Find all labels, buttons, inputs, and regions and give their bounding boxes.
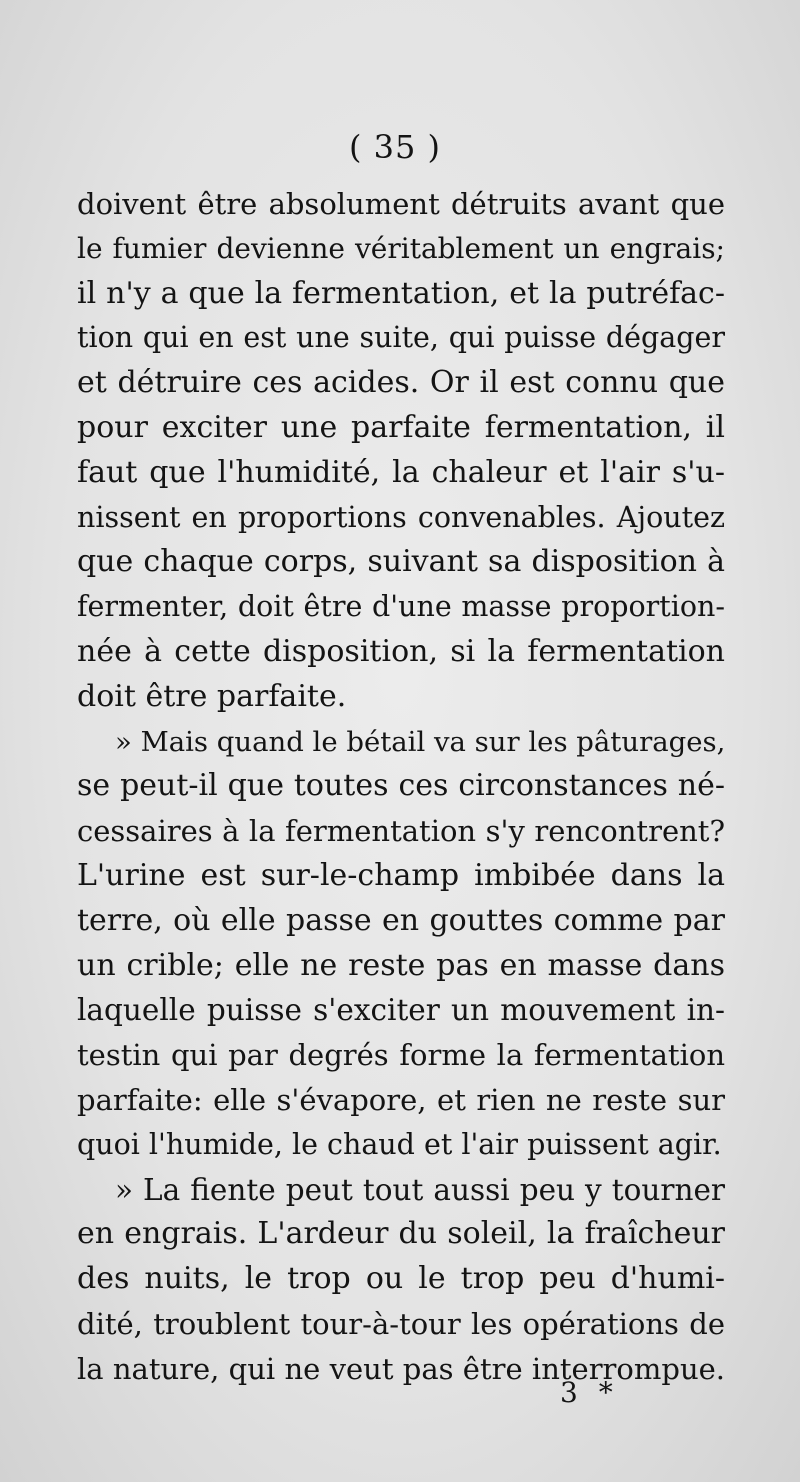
text-line: doit être parfaite. (77, 678, 347, 714)
text-line: laquelle puisse s'exciter un mouvement in- (77, 993, 725, 1028)
text-line: tion qui en est une suite, qui puisse dégager (77, 321, 725, 355)
text-line: parfaite: elle s'évapore, et rien ne reste sur (77, 1082, 725, 1117)
text-line: dité, troublent tour-à-tour les opérations de (77, 1306, 725, 1341)
text-line: se peut-il que toutes ces circonstances né- (77, 768, 725, 804)
text-line: la nature, qui ne veut pas être interrompue. (77, 1351, 725, 1386)
body-text (77, 182, 725, 1392)
text-line: nissent en proportions convenables. Ajoutez (77, 500, 725, 534)
text-line: » Mais quand le bétail va sur les pâturages, (115, 725, 726, 758)
text-line: terre, où elle passe en gouttes comme par (77, 902, 725, 938)
text-line: L'urine est sur-le-champ imbibée dans la (77, 857, 725, 893)
text-line: née à cette disposition, si la fermentation (77, 633, 725, 669)
text-line: que chaque corps, suivant sa disposition à (77, 544, 725, 580)
text-line: doivent être absolument détruits avant que (77, 187, 725, 221)
text-line: quoi l'humide, le chaud et l'air puissent agir. (77, 1127, 722, 1161)
text-line: des nuits, le trop ou le trop peu d'humi- (77, 1261, 725, 1297)
text-line: » La fiente peut tout aussi peu y tourner (115, 1172, 725, 1207)
text-line: il n'y a que la fermentation, et la putréfac- (77, 275, 725, 311)
text-line: testin qui par degrés forme la fermentation (77, 1038, 725, 1073)
page-number: ( 35 ) (348, 128, 442, 166)
text-line: le fumier devienne véritablement un engrais; (77, 231, 725, 265)
text-line: pour exciter une parfaite fermentation, il (77, 409, 725, 445)
text-line: cessaires à la fermentation s'y rencontrent? (77, 814, 725, 849)
text-line: en engrais. L'ardeur du soleil, la fraîcheur (77, 1216, 725, 1252)
text-line: fermenter, doit être d'une masse proportion- (77, 590, 725, 624)
text-line: et détruire ces acides. Or il est connu que (77, 365, 725, 401)
text-line: un crible; elle ne reste pas en masse dans (77, 947, 725, 983)
signature-mark: 3 * (560, 1376, 619, 1409)
text-line: faut que l'humidité, la chaleur et l'air s'u- (77, 454, 725, 490)
